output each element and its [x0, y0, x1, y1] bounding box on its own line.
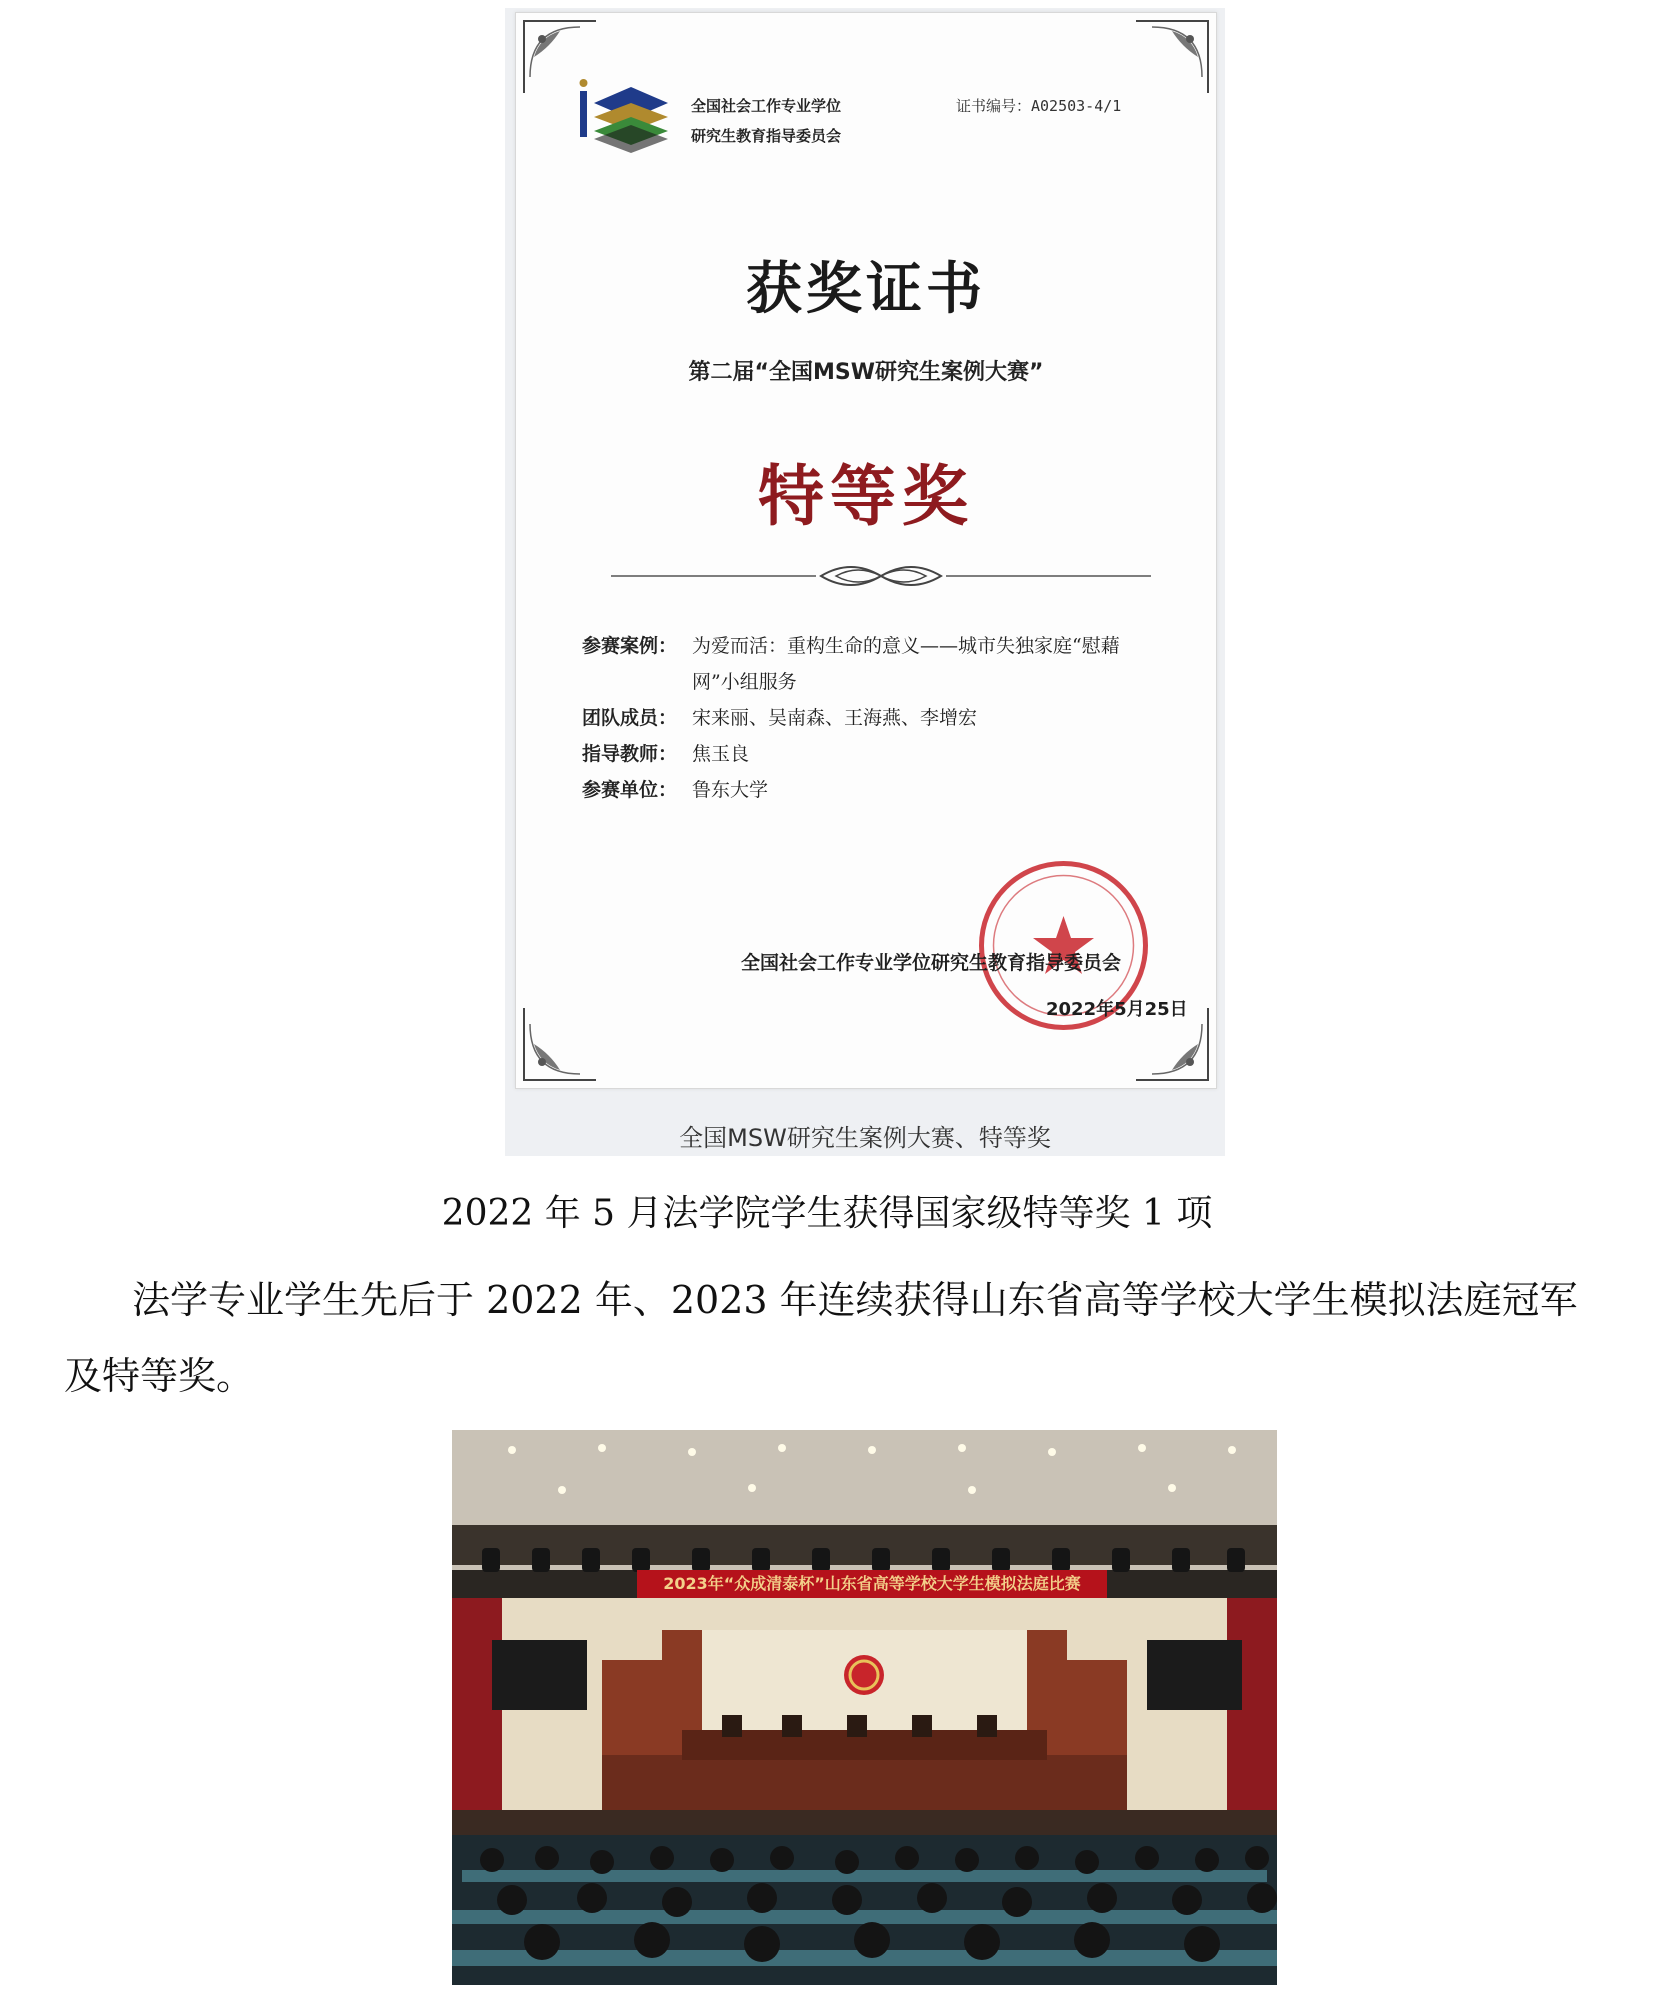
org-name-line1: 全国社会工作专业学位: [691, 97, 842, 115]
field-value: 为爱而活：重构生命的意义——城市失独家庭“慰藉网”小组服务: [692, 635, 1120, 693]
org-name-line2: 研究生教育指导委员会: [691, 127, 842, 145]
certificate-fields: [582, 628, 1162, 808]
moot-court-photo: [452, 1430, 1277, 1985]
ornamental-divider-icon: [611, 556, 1151, 596]
field-row-case: [582, 628, 1162, 700]
field-label: 参赛案例：: [582, 635, 678, 657]
field-label: 团队成员：: [582, 707, 678, 729]
certificate-title: 获奖证书: [746, 257, 986, 322]
issuer-name: 全国社会工作专业学位研究生教育指导委员会: [741, 952, 1122, 974]
field-value: 焦玉良: [692, 743, 750, 765]
certificate-card: [515, 12, 1217, 1089]
field-label: 指导教师：: [582, 743, 678, 765]
field-row-team: [582, 700, 1162, 736]
certificate-photo: [505, 8, 1225, 1156]
competition-banner: 2023年“众成清泰杯”山东省高等学校大学生模拟法庭比赛: [663, 1574, 1081, 1593]
certificate-number: 证书编号：A02503-4/1: [956, 97, 1122, 115]
corner-ornament-icon: [1132, 17, 1212, 97]
committee-logo-icon: [576, 73, 671, 153]
field-row-unit: [582, 772, 1162, 808]
award-level: 特等奖: [758, 457, 974, 535]
figure-caption: 2022 年 5 月法学院学生获得国家级特等奖 1 项: [441, 1193, 1213, 1234]
photo-caption: 全国MSW研究生案例大赛、特等奖: [679, 1124, 1051, 1152]
courtroom-scene: [452, 1430, 1277, 1985]
corner-ornament-icon: [520, 1004, 600, 1084]
field-value: 鲁东大学: [692, 779, 769, 801]
issue-date: 2022年5月25日: [1046, 999, 1188, 1020]
contest-name: 第二届“全国MSW研究生案例大赛”: [688, 360, 1044, 385]
body-paragraph: 法学专业学生先后于 2022 年、2023 年连续获得山东省高等学校大学生模拟法庭冠军及特等奖。: [64, 1278, 1578, 1398]
field-label: 参赛单位：: [582, 779, 678, 801]
issuing-organization: [691, 91, 911, 151]
field-row-advisor: [582, 736, 1162, 772]
field-value: 宋来丽、吴南森、王海燕、李增宏: [692, 707, 978, 729]
